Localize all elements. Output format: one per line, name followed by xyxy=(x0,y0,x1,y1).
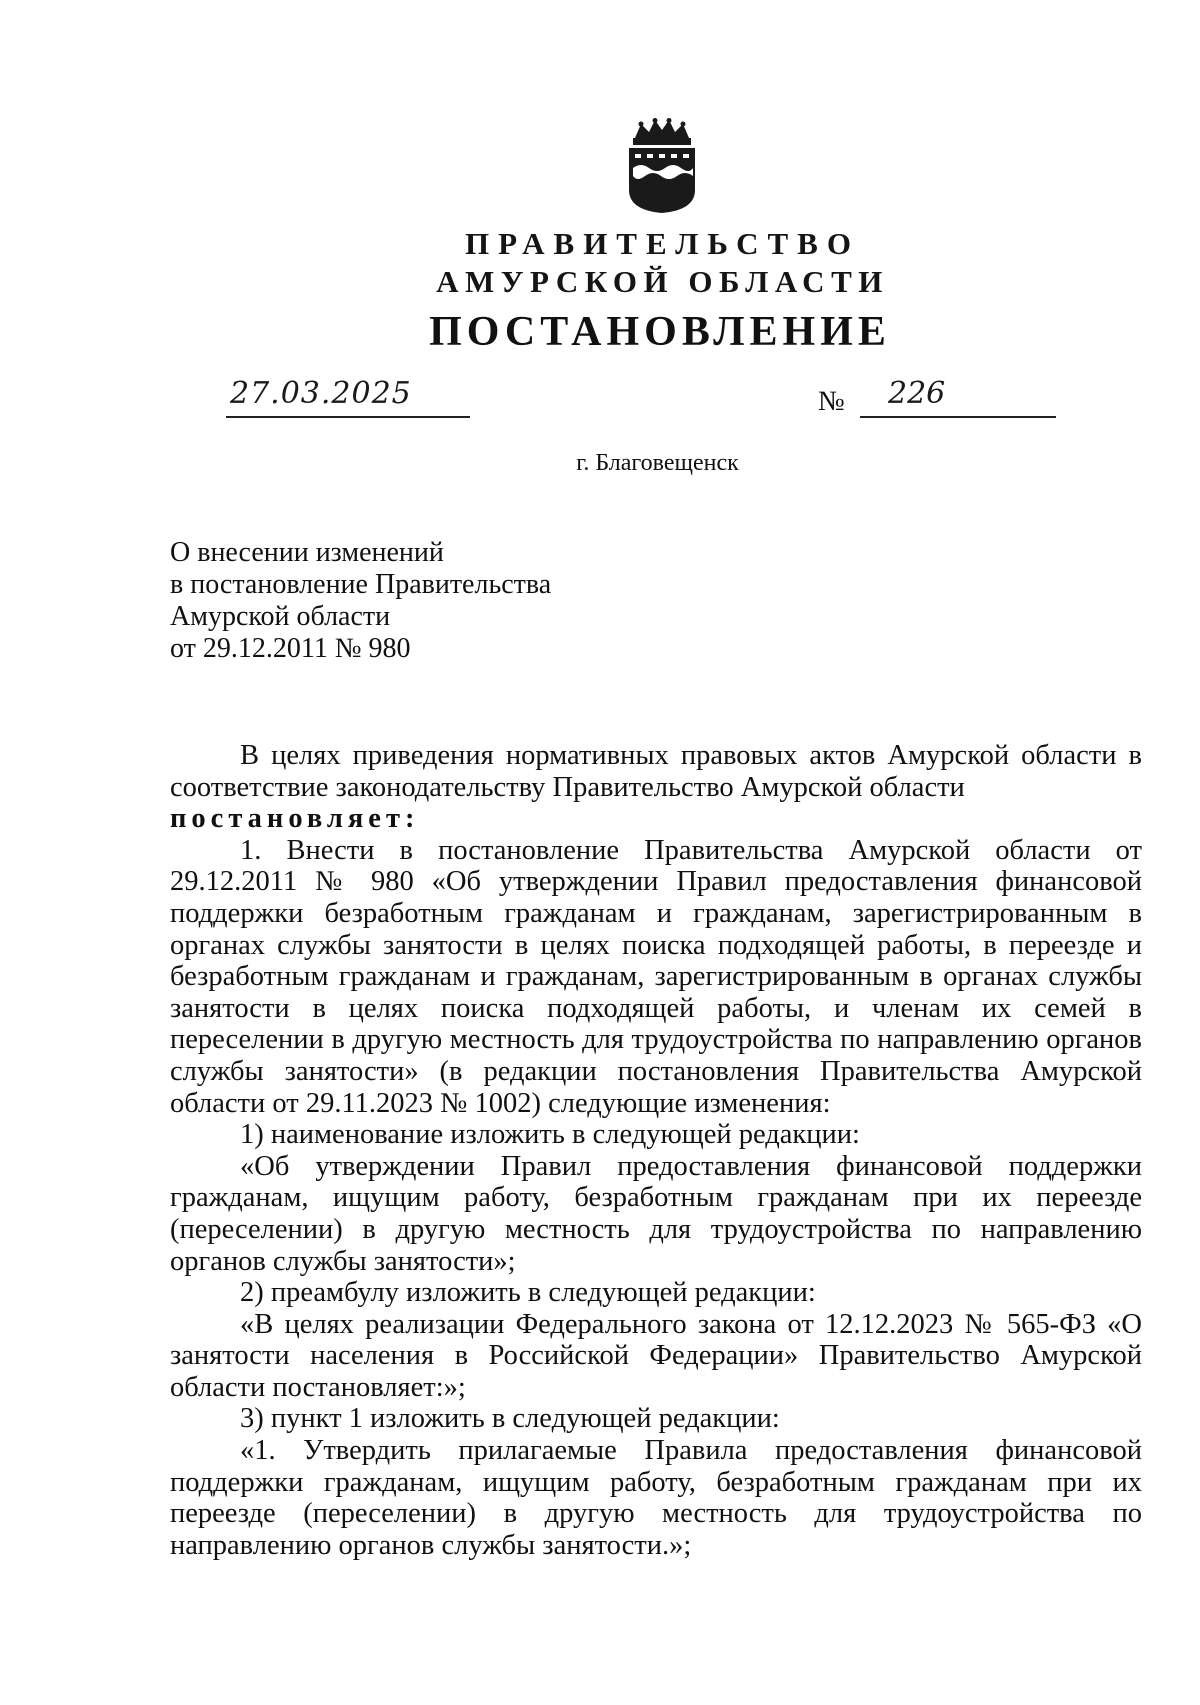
subitem-3-text: «1. Утвердить прилагаемые Правила предоставления финансовой поддержки гражданам, ищущим работу, безработным гражданам при их переезде (переселении) в другую местность для трудоустройства по направлению органов службы занятости.»; xyxy=(170,1435,1142,1561)
org-name-line-1: ПРАВИТЕЛЬСТВО xyxy=(465,226,860,261)
org-name-line-2: АМУРСКОЙ ОБЛАСТИ xyxy=(436,264,889,299)
coat-of-arms-icon xyxy=(621,118,703,214)
subject-line: Амурской области xyxy=(170,601,391,632)
number-sign-label: № xyxy=(818,386,845,417)
subject-line: О внесении изменений xyxy=(170,537,444,568)
document-date-field xyxy=(226,376,470,418)
preamble-paragraph: В целях приведения нормативных правовых актов Амурской области в соответствие законодательству Правительство Амурской области xyxy=(170,740,1142,803)
document-subject xyxy=(170,537,551,665)
document-type-title: ПОСТАНОВЛЕНИЕ xyxy=(429,309,891,355)
subitem-2-text: «В целях реализации Федерального закона от 12.12.2023 № 565-ФЗ «О занятости населения в Российской Федерации» Правительство Амурской области постановляет:»; xyxy=(170,1308,1142,1403)
subject-line: от 29.12.2011 № 980 xyxy=(170,633,411,664)
item-1-paragraph: 1. Внести в постановление Правительства Амурской области от 29.12.2011 № 980 «Об утверждении Правил предоставления финансовой поддержки безработным гражданам и гражданам, зарегистрированным в органах службы занятости в целях поиска подходящей работы, в переезде и безработным гражданам и гражданам, зарегистрированным в органах службы занятости в целях поиска подходящей работы, и членам их семей в переселении в другую местность для трудоустройства по направлению органов службы занятости» (в редакции постановления Правительства Амурской области от 29.11.2023 № 1002) следующие изменения: xyxy=(170,834,1142,1119)
subitem-1-heading: 1) наименование изложить в следующей редакции: xyxy=(240,1119,860,1151)
subitem-1-text: «Об утверждении Правил предоставления финансовой поддержки гражданам, ищущим работу, безработным гражданам при их переезде (переселении) в другую местность для трудоустройства по направлению органов службы занятости»; xyxy=(170,1150,1142,1277)
subitem-3-heading: 3) пункт 1 изложить в следующей редакции: xyxy=(240,1403,780,1435)
resolves-keyword: постановляет: xyxy=(170,803,420,835)
document-date: 27.03.2025 xyxy=(230,376,412,411)
document-number-field xyxy=(860,376,1056,418)
subject-line: в постановление Правительства xyxy=(170,569,552,600)
document-body xyxy=(170,740,1142,1561)
issuing-city: г. Благовещенск xyxy=(576,450,739,476)
document-number: 226 xyxy=(888,376,946,411)
subitem-2-heading: 2) преамбулу изложить в следующей редакции: xyxy=(240,1277,816,1309)
